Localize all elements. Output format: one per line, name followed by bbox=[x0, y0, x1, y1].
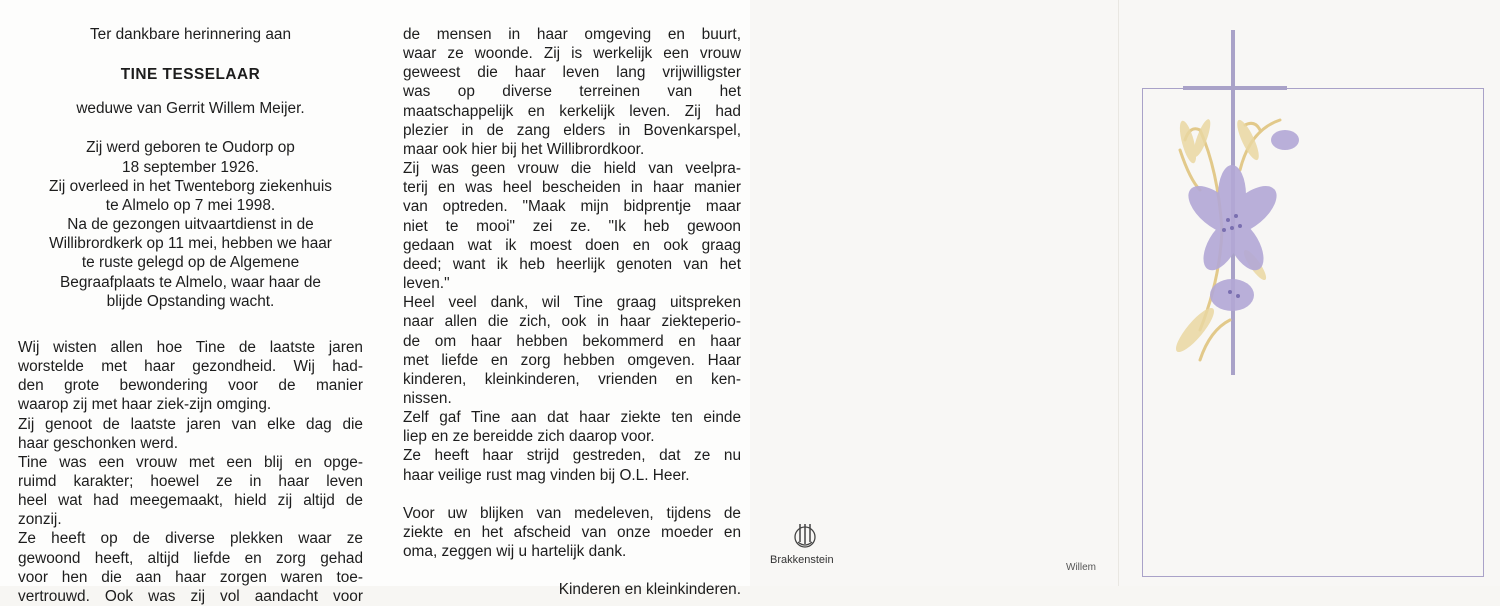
body-line: heel wat had meegemaakt, hield zij altijd de bbox=[18, 492, 363, 510]
body-line: waarop zij met haar ziek-zijn omging. bbox=[18, 396, 272, 414]
body-line: kinderen, kleinkinderen, vrienden en ken- bbox=[403, 370, 741, 388]
body-line: de om haar hebben bekommerd en haar bbox=[403, 332, 741, 350]
body-line: niet te mooi" zei ze. "Ik heb gewoon bbox=[403, 217, 741, 235]
funeral-line: Na de gezongen uitvaartdienst in de bbox=[67, 216, 314, 234]
body-line: Ze heeft op de diverse plekken waar ze bbox=[18, 530, 363, 548]
widow-line: weduwe van Gerrit Willem Meijer. bbox=[76, 100, 305, 118]
body-line: leven." bbox=[403, 275, 450, 293]
deceased-name: TINE TESSELAAR bbox=[120, 66, 261, 84]
body-line: den grote bewondering voor de manier bbox=[18, 377, 363, 395]
fold-line bbox=[1118, 0, 1119, 586]
body-line: terij en was heel bescheiden in haar manier bbox=[403, 179, 741, 197]
body-line: naar allen die zich, ook in haar ziekteperio- bbox=[403, 313, 741, 331]
body-line: Ze heeft haar strijd gestreden, dat ze nu bbox=[403, 447, 741, 465]
cross-with-lily-icon bbox=[1140, 30, 1340, 390]
death-line: Zij overleed in het Twenteborg ziekenhuis bbox=[49, 177, 332, 195]
funeral-line: te ruste gelegd op de Algemene bbox=[81, 254, 300, 272]
body-line: de mensen in haar omgeving en buurt, bbox=[403, 26, 741, 43]
funeral-line: Willibrordkerk op 11 mei, hebben we haar bbox=[49, 235, 332, 253]
body-line: worstelde met haar gezondheid. Wij had- bbox=[18, 358, 363, 376]
body-line: voor hen die aan haar zorgen waren toe- bbox=[18, 568, 363, 586]
body-line: nissen. bbox=[403, 389, 452, 407]
body-line: Wij wisten allen hoe Tine de laatste jaren bbox=[18, 338, 363, 356]
body-line: gewoond heeft, altijd liefde en zorg gehad bbox=[18, 549, 363, 567]
birth-line: Zij werd geboren te Oudorp op bbox=[86, 139, 295, 157]
right-text-column bbox=[403, 25, 741, 599]
printer-name: Brakkenstein bbox=[770, 554, 834, 566]
dedication-line: Ter dankbare herinnering aan bbox=[89, 26, 292, 43]
body-line: haar geschonken werd. bbox=[18, 434, 178, 452]
body-line: maar ook hier bij het Willibrordkoor. bbox=[403, 140, 645, 158]
body-line: gedaan wat ik moest doen en ook graag bbox=[403, 236, 741, 254]
death-date: te Almelo op 7 mei 1998. bbox=[105, 196, 276, 214]
body-line: met liefde en zorg hebben omgeven. Haar bbox=[403, 351, 741, 369]
thanks-line: oma, zeggen wij u hartelijk dank. bbox=[403, 543, 627, 561]
signature: Kinderen en kleinkinderen. bbox=[558, 581, 741, 599]
body-line: maatschappelijk en kerkelijk leven. Zij had bbox=[403, 102, 741, 120]
body-line: deed; want ik heb heerlijk genoten van het bbox=[403, 255, 741, 273]
body-line: plezier in de zang elders in Bovenkarspel, bbox=[403, 121, 741, 139]
body-line: waar ze woonde. Zij is werkelijk een vrouw bbox=[403, 45, 741, 63]
body-line: zonzij. bbox=[18, 511, 62, 529]
left-text-column bbox=[18, 25, 363, 606]
body-line: geweest die haar leven lang vrijwilligster bbox=[403, 64, 741, 82]
body-line: Tine was een vrouw met een blij en opge- bbox=[18, 453, 363, 471]
body-line: vertrouwd. Ook was zij vol aandacht voor bbox=[18, 587, 363, 605]
thanks-line: ziekte en het afscheid van onze moeder en bbox=[403, 523, 741, 541]
body-line: Heel veel dank, wil Tine graag uitspreken bbox=[403, 294, 741, 312]
body-line: van optreden. "Maak mijn bidprentje maar bbox=[403, 198, 741, 216]
funeral-line: Begraafplaats te Almelo, waar haar de bbox=[60, 273, 321, 291]
body-line: haar veilige rust mag vinden bij O.L. Heer. bbox=[403, 466, 690, 484]
card-code: Willem bbox=[1066, 562, 1096, 573]
funeral-line: blijde Opstanding wacht. bbox=[106, 292, 275, 310]
printer-mark bbox=[770, 520, 850, 566]
brakkenstein-logo-icon bbox=[790, 520, 820, 550]
body-line: was op diverse terreinen van het bbox=[403, 83, 741, 101]
birth-date: 18 september 1926. bbox=[122, 158, 259, 176]
body-line: Zelf gaf Tine aan dat haar ziekte ten einde bbox=[403, 409, 741, 427]
body-line: Zij was geen vrouw die hield van veelpra- bbox=[403, 160, 741, 178]
thanks-line: Voor uw blijken van medeleven, tijdens de bbox=[403, 504, 741, 522]
body-line: liep en ze bereidde zich daarop voor. bbox=[403, 428, 655, 446]
body-line: Zij genoot de laatste jaren van elke dag die bbox=[18, 415, 363, 433]
body-line: ruimd karakter; hoewel ze in haar leven bbox=[18, 472, 363, 490]
